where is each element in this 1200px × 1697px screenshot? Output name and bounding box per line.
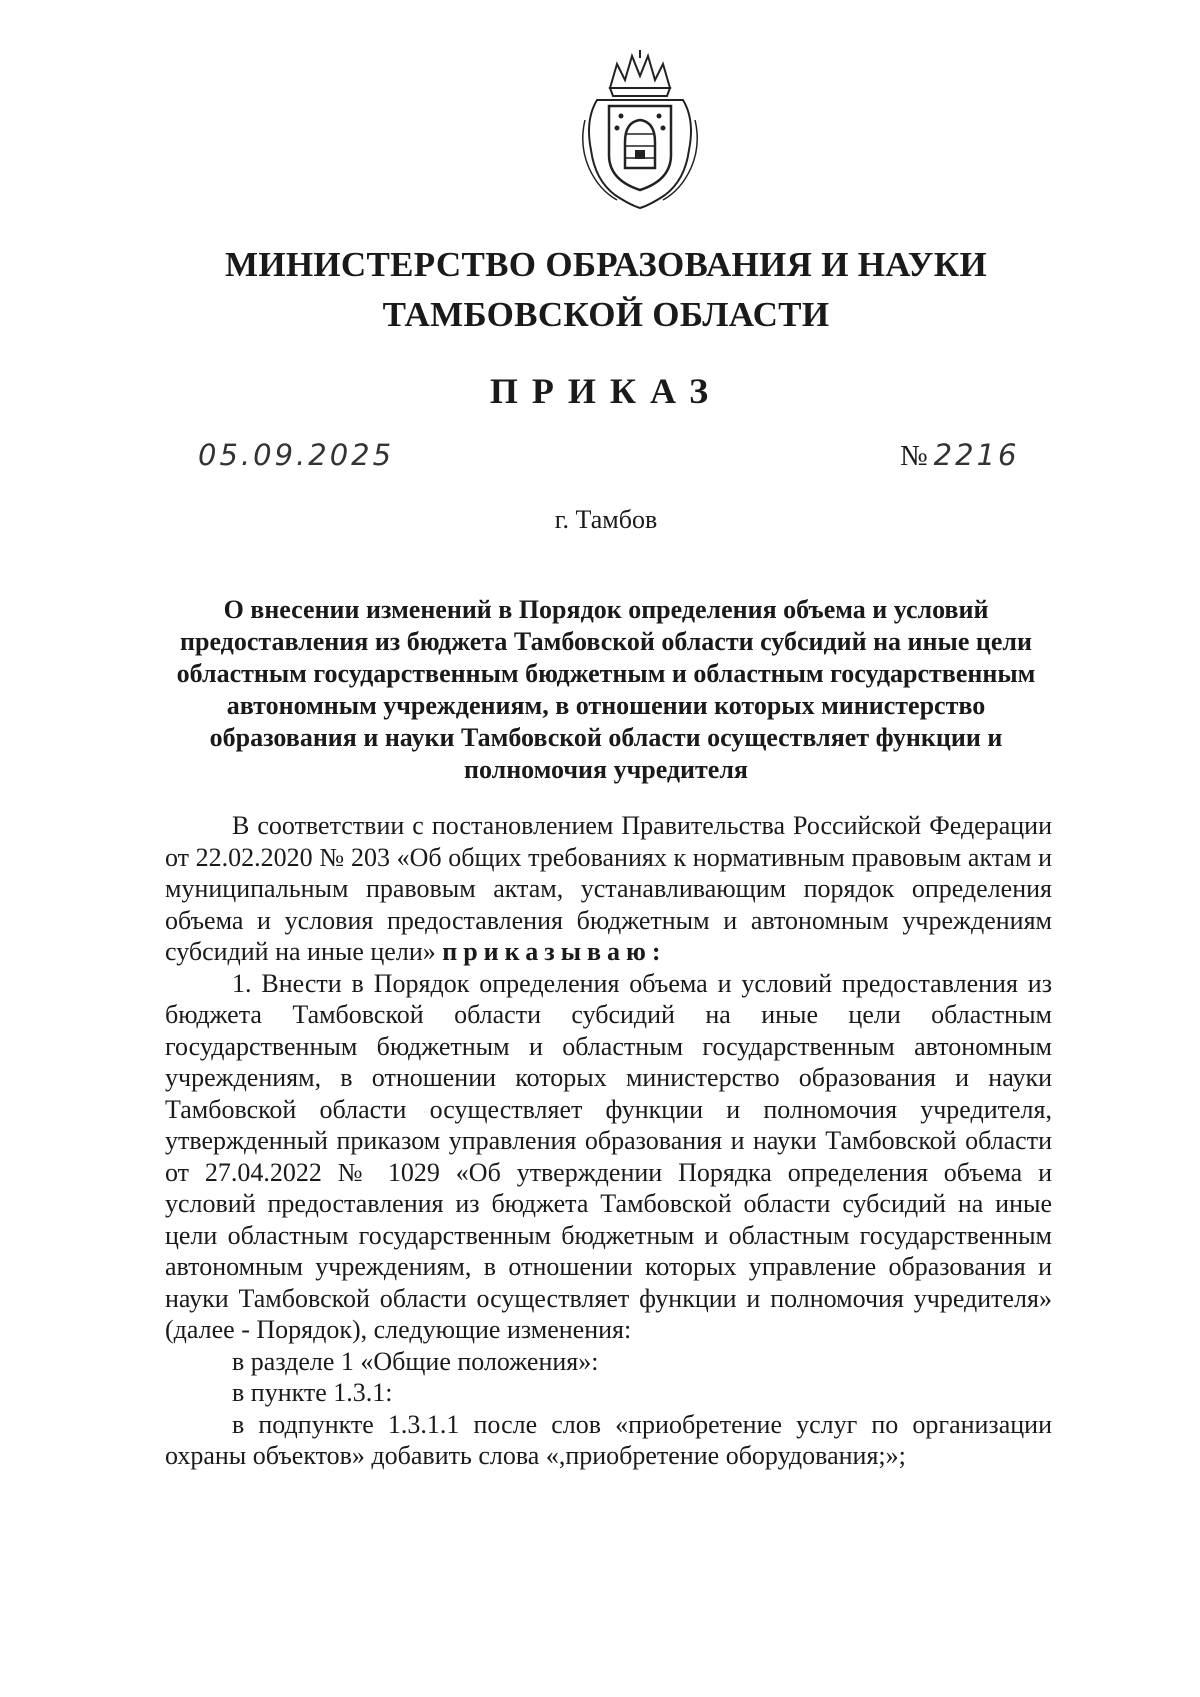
order-number — [900, 438, 1019, 473]
city-label: г. Тамбов — [554, 505, 658, 534]
document-type-title: ПРИКАЗ — [489, 371, 723, 411]
orders-word: приказываю: — [442, 937, 667, 966]
item-1-paragraph: 1. Внести в Порядок определения объема и условий предоставления из бюджета Тамбовской области субсидий на иные цели областным государственным бюджетным и областным государственным автономным учреждениям, в отношении которых министерство образования и науки Тамбовской области осуществляет функции и полномочия учредителя, утвержденный приказом управления образования и науки Тамбовской области от 27.04.2022 № 1029 «Об утверждении Порядка определения объема и условий предоставления из бюджета Тамбовской области субсидий на иные цели областным государственным бюджетным и областным государственным автономным учреждениям, в отношении которых управление образования и науки Тамбовской области осуществляет функции и полномочия учредителя» (далее - Порядок), следующие изменения: — [165, 968, 1052, 1344]
ministry-name — [0, 240, 1200, 340]
coat-of-arms-icon — [575, 50, 705, 210]
point-paragraph: в пункте 1.3.1: — [232, 1378, 393, 1407]
subject-line: образования и науки Тамбовской области осуществляет функции и — [209, 723, 1003, 752]
order-body — [165, 810, 1052, 1472]
number-value: 2216 — [933, 438, 1020, 472]
ministry-line-1: МИНИСТЕРСТВО ОБРАЗОВАНИЯ И НАУКИ — [225, 245, 987, 284]
subject-line: предоставления из бюджета Тамбовской области субсидий на иные цели — [180, 627, 1032, 656]
subject-line: О внесении изменений в Порядок определения объема и условий — [223, 595, 989, 624]
order-date: 05.09.2025 — [198, 438, 395, 472]
section-paragraph: в разделе 1 «Общие положения»: — [232, 1346, 599, 1376]
subject-line: областным государственным бюджетным и областным государственным — [176, 659, 1036, 688]
ministry-line-2: ТАМБОВСКОЙ ОБЛАСТИ — [382, 295, 830, 334]
number-sign: № — [900, 440, 928, 472]
preamble-paragraph — [165, 810, 1052, 968]
subpoint-paragraph: в подпункте 1.3.1.1 после слов «приобретение услуг по организации охраны объектов» добавить слова «,приобретение оборудования;»; — [165, 1409, 1052, 1470]
subject-line: автономным учреждениям, в отношении которых министерство — [226, 691, 986, 720]
subject-line: полномочия учредителя — [463, 755, 749, 784]
order-subject — [150, 594, 1062, 786]
preamble-text: В соответствии с постановлением Правительства Российской Федерации от 22.02.2020 № 203 «Об общих требованиях к нормативным правовым актам и муниципальным правовым актам, устанавливающим порядок определения объема и условия предоставления бюджетным и автономным учреждениям субсидий на иные цели» — [165, 811, 1052, 966]
